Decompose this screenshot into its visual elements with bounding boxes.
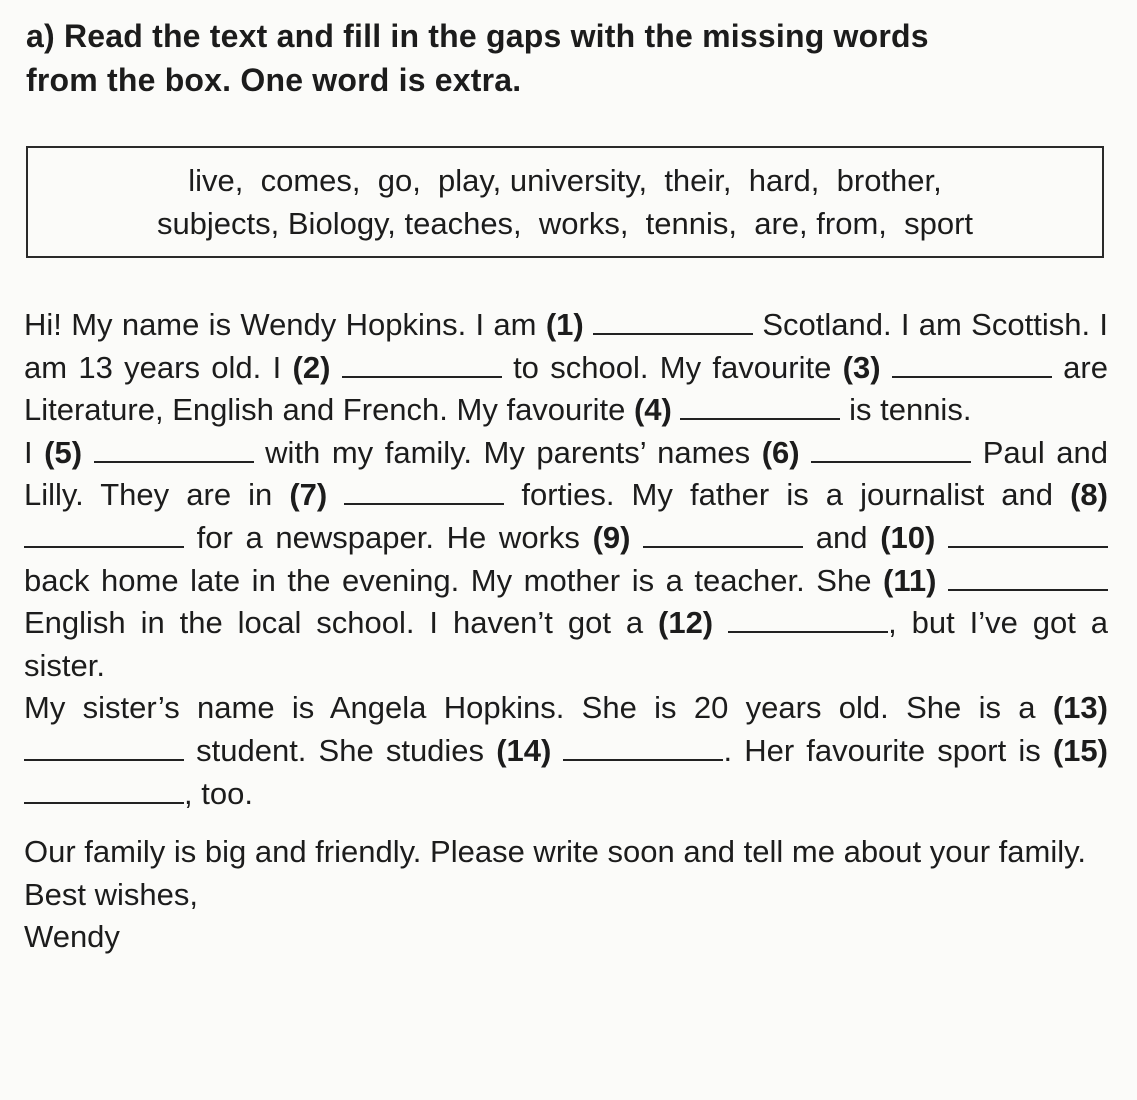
text-segment: for a newspaper. He works bbox=[184, 519, 593, 555]
text-segment: . Her favourite sport is bbox=[723, 732, 1053, 768]
letter-text bbox=[24, 304, 1108, 959]
gap-number-4: (4) bbox=[633, 392, 672, 428]
gap-number-8: (8) bbox=[1070, 477, 1108, 513]
text-segment: Our family is big and friendly. Please write soon and tell me about your family. bbox=[24, 834, 1086, 870]
gap-blank-6[interactable] bbox=[811, 460, 971, 463]
gap-blank-8[interactable] bbox=[24, 545, 184, 548]
closing-line: Best wishes, bbox=[24, 876, 199, 912]
gap-number-6: (6) bbox=[761, 434, 800, 470]
text-segment: forties. My father is a journalist and bbox=[504, 477, 1071, 513]
text-segment: student. She studies bbox=[184, 732, 497, 768]
word-box bbox=[26, 146, 1104, 258]
gap-number-5: (5) bbox=[44, 434, 83, 470]
text-segment: are Literature, English and French. My favourite bbox=[24, 349, 1108, 428]
instruction-line-2: from the box. One word is extra. bbox=[26, 62, 522, 98]
text-segment: to school. My favourite bbox=[501, 349, 843, 385]
text-segment: My sister’s name is Angela Hopkins. She is 20 years old. She is a bbox=[24, 690, 1053, 726]
gap-blank-5[interactable] bbox=[94, 460, 254, 463]
instruction-line-1: a) Read the text and fill in the gaps with the missing words bbox=[26, 18, 929, 54]
text-segment: Hi! My name is Wendy Hopkins. I am bbox=[24, 307, 546, 342]
gap-blank-13[interactable] bbox=[24, 758, 184, 761]
gap-blank-3[interactable] bbox=[892, 375, 1052, 378]
gap-number-11: (11) bbox=[883, 562, 937, 598]
text-segment: Scotland. I am Scottish. I am 13 years old. I bbox=[24, 307, 1108, 385]
gap-number-13: (13) bbox=[1052, 690, 1108, 726]
paragraph-closing bbox=[24, 831, 1108, 874]
text-segment: Paul and Lilly. They are in bbox=[24, 434, 1109, 513]
text-segment: back home late in the evening. My mother is a teacher. She bbox=[24, 562, 884, 598]
text-segment: with my family. My parents’ names bbox=[253, 434, 762, 470]
exercise-instruction bbox=[26, 14, 1116, 102]
gap-blank-9[interactable] bbox=[643, 545, 803, 548]
gap-blank-1[interactable] bbox=[593, 332, 753, 335]
gap-blank-4[interactable] bbox=[680, 417, 840, 420]
gap-blank-11[interactable] bbox=[948, 588, 1108, 591]
gap-blank-7[interactable] bbox=[344, 502, 504, 505]
gap-blank-15[interactable] bbox=[24, 801, 184, 804]
word-box-line-2: subjects, Biology, teaches, works, tennis, are, from, sport bbox=[156, 206, 974, 241]
signature: Wendy bbox=[24, 919, 120, 955]
gap-number-15: (15) bbox=[1052, 732, 1108, 768]
gap-number-9: (9) bbox=[592, 519, 631, 555]
gap-number-2: (2) bbox=[292, 349, 331, 385]
gap-blank-2[interactable] bbox=[342, 375, 502, 378]
gap-number-7: (7) bbox=[289, 477, 328, 513]
gap-number-12: (12) bbox=[658, 605, 714, 641]
text-segment: is tennis. bbox=[840, 392, 972, 428]
paragraph-family bbox=[24, 432, 1108, 688]
text-segment: , too. bbox=[184, 775, 253, 811]
gap-blank-14[interactable] bbox=[563, 758, 723, 761]
text-segment: and bbox=[803, 519, 881, 555]
gap-number-3: (3) bbox=[842, 349, 881, 385]
gap-number-1: (1) bbox=[545, 307, 584, 342]
gap-blank-12[interactable] bbox=[728, 630, 888, 633]
text-segment: , but I’ve got a sister. bbox=[24, 605, 1108, 683]
gap-number-14: (14) bbox=[496, 732, 552, 768]
gap-number-10: (10) bbox=[880, 519, 936, 555]
paragraph-intro bbox=[24, 304, 1108, 432]
text-segment: English in the local school. I haven’t got a bbox=[24, 605, 658, 641]
paragraph-sister bbox=[24, 687, 1108, 815]
gap-blank-10[interactable] bbox=[948, 545, 1108, 548]
text-segment: I bbox=[24, 434, 45, 470]
word-box-line-1: live, comes, go, play, university, their, hard, brother, bbox=[188, 163, 942, 198]
